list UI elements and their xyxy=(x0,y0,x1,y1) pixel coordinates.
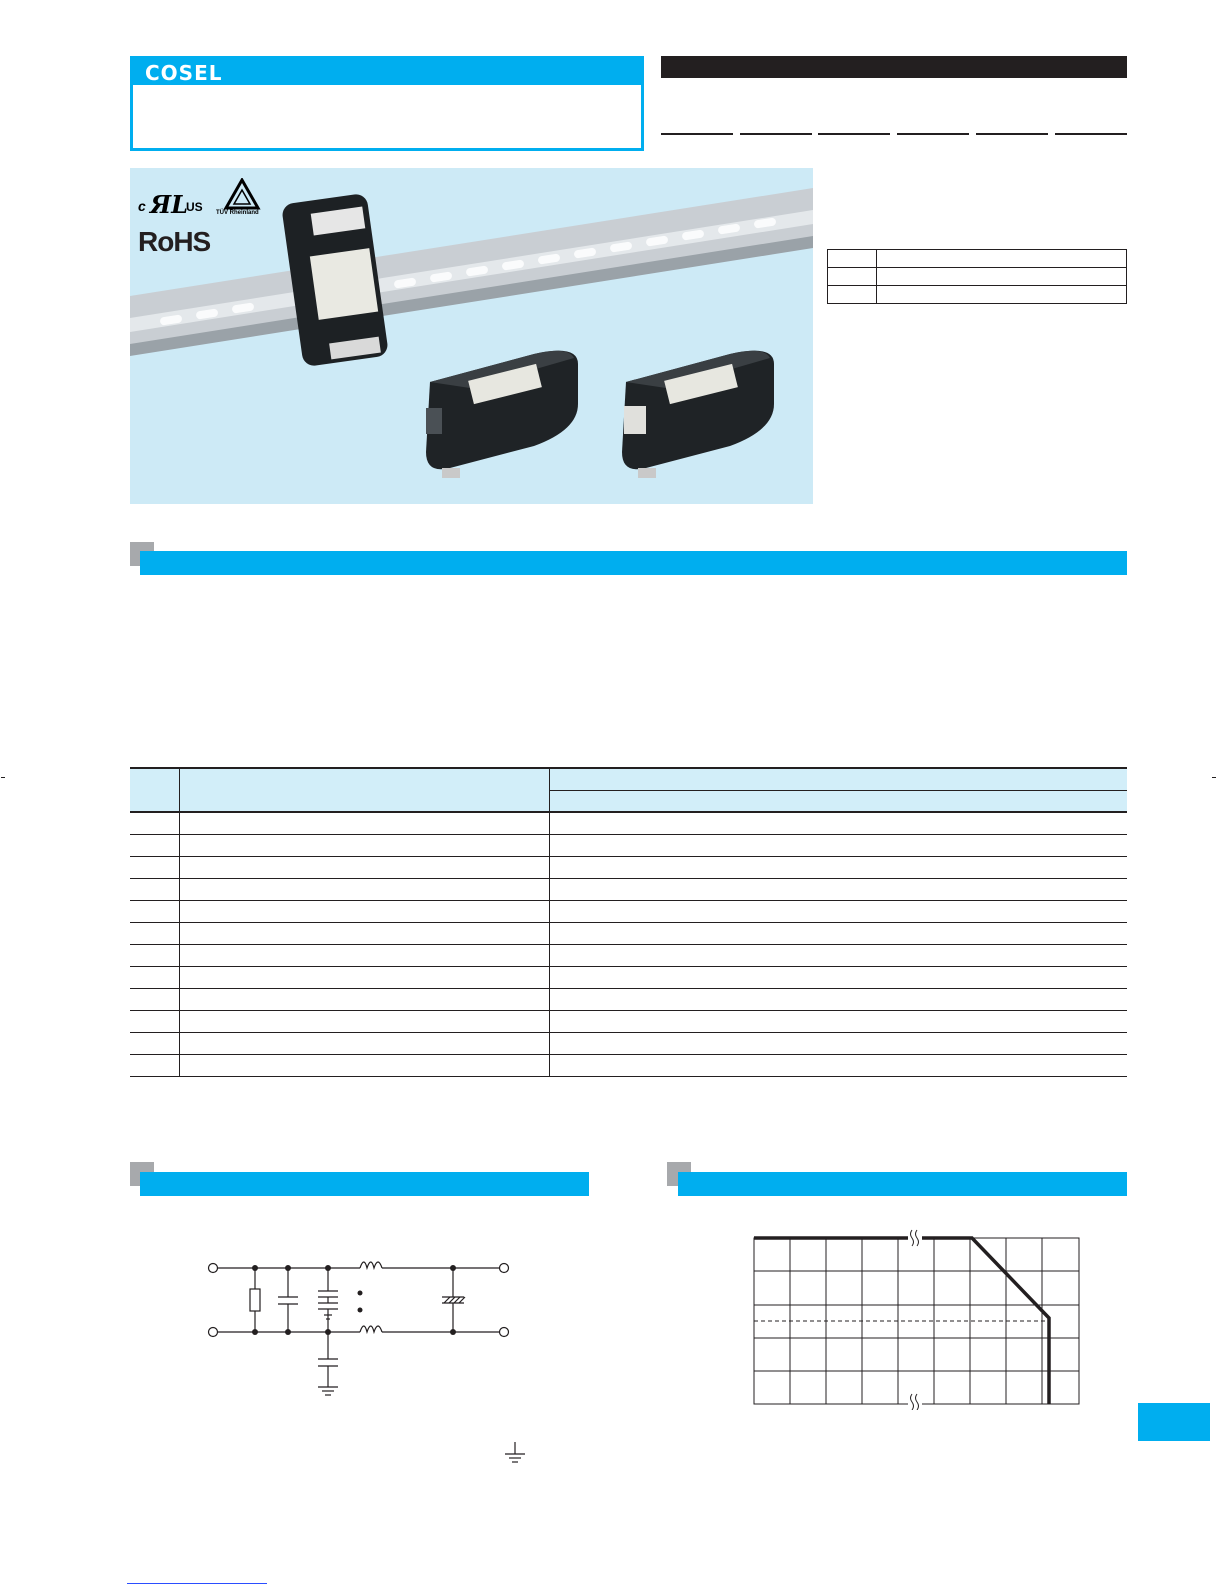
circuit-diagram-section-header xyxy=(140,1172,589,1196)
ul-certification-mark: c ЯL US xyxy=(138,190,203,219)
derating-curve-graph xyxy=(750,1228,1085,1410)
header-rule xyxy=(976,133,1048,135)
brand-box xyxy=(130,56,644,151)
specifications-section-header xyxy=(140,551,1127,575)
specifications-table xyxy=(130,767,1127,1077)
table-row xyxy=(130,1032,1127,1054)
table-row xyxy=(130,1054,1127,1076)
tuv-triangle-icon xyxy=(222,178,262,212)
table-header-cell xyxy=(179,768,549,812)
rohs-mark: RoHS xyxy=(138,226,211,257)
table-row xyxy=(130,834,1127,856)
frame-ground-icon xyxy=(503,1442,527,1466)
header-rule xyxy=(818,133,890,135)
table-row xyxy=(130,812,1127,834)
series-title-bar xyxy=(661,56,1127,78)
table-row xyxy=(130,988,1127,1010)
cosel-logo: COSEL xyxy=(145,61,223,85)
table-row xyxy=(828,286,1127,304)
table-row xyxy=(130,966,1127,988)
table-header-cell xyxy=(549,768,1127,790)
product-photo xyxy=(130,168,813,504)
brand-bar xyxy=(133,59,641,85)
table-row xyxy=(130,878,1127,900)
header-rule xyxy=(740,133,812,135)
circuit-diagram xyxy=(200,1255,520,1405)
crop-mark xyxy=(1212,777,1216,778)
crop-mark xyxy=(1,777,5,778)
axis-break-icon xyxy=(908,1228,922,1410)
header-rule xyxy=(661,133,733,135)
table-row xyxy=(130,856,1127,878)
header-rule xyxy=(1055,133,1127,135)
table-row xyxy=(130,944,1127,966)
tuv-certification-mark: TÜV Rheinland xyxy=(222,178,262,222)
page-index-tab xyxy=(1138,1403,1210,1441)
ul-logo: ЯL xyxy=(150,190,189,219)
table-row xyxy=(130,922,1127,944)
table-row xyxy=(828,250,1127,268)
table-header-cell xyxy=(130,768,179,812)
footer-link-underline[interactable] xyxy=(127,1583,267,1584)
header-rule xyxy=(897,133,969,135)
table-row xyxy=(130,1010,1127,1032)
table-row xyxy=(828,268,1127,286)
derating-section-header xyxy=(678,1172,1127,1196)
table-row xyxy=(130,900,1127,922)
model-table xyxy=(827,249,1127,304)
table-header-cell xyxy=(549,790,1127,812)
